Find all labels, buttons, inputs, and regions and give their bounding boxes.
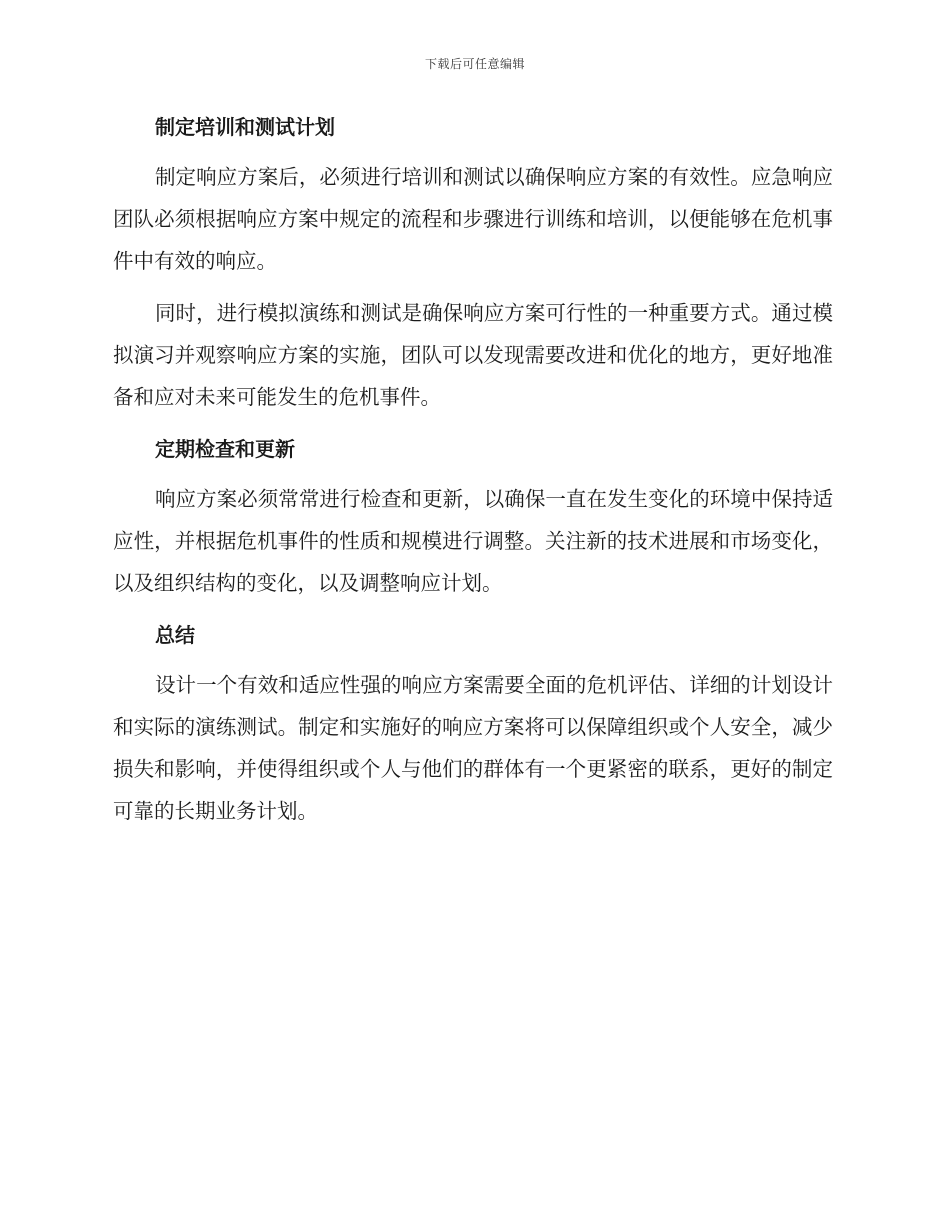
page-header: 下载后可任意编辑 (424, 57, 525, 71)
paragraph: 设计一个有效和适应性强的响应方案需要全面的危机评估、详细的计划设计和实际的演练测试。制定和实施好的响应方案将可以保障组织或个人安全，减少损失和影响，并使得组织或个人与他们的群体有一个更紧密的联系，更好的制定可靠的长期业务计划。 (113, 673, 833, 823)
section-heading: 定期检查和更新 (155, 437, 295, 461)
section-review-update (113, 428, 833, 604)
paragraph: 同时，进行模拟演练和测试是确保响应方案可行性的一种重要方式。通过模拟演习并观察响应方案的实施，团队可以发现需要改进和优化的地方，更好地准备和应对未来可能发生的危机事件。 (113, 301, 833, 409)
section-training-testing (113, 106, 833, 418)
paragraph: 制定响应方案后，必须进行培训和测试以确保响应方案的有效性。应急响应团队必须根据响应方案中规定的流程和步骤进行训练和培训，以便能够在危机事件中有效的响应。 (113, 165, 833, 273)
document-body (113, 106, 833, 842)
section-heading: 制定培训和测试计划 (155, 115, 335, 139)
paragraph: 响应方案必须常常进行检查和更新，以确保一直在发生变化的环境中保持适应性，并根据危机事件的性质和规模进行调整。关注新的技术进展和市场变化，以及组织结构的变化，以及调整响应计划。 (113, 487, 833, 595)
section-heading: 总结 (155, 623, 195, 647)
section-summary (113, 614, 833, 832)
